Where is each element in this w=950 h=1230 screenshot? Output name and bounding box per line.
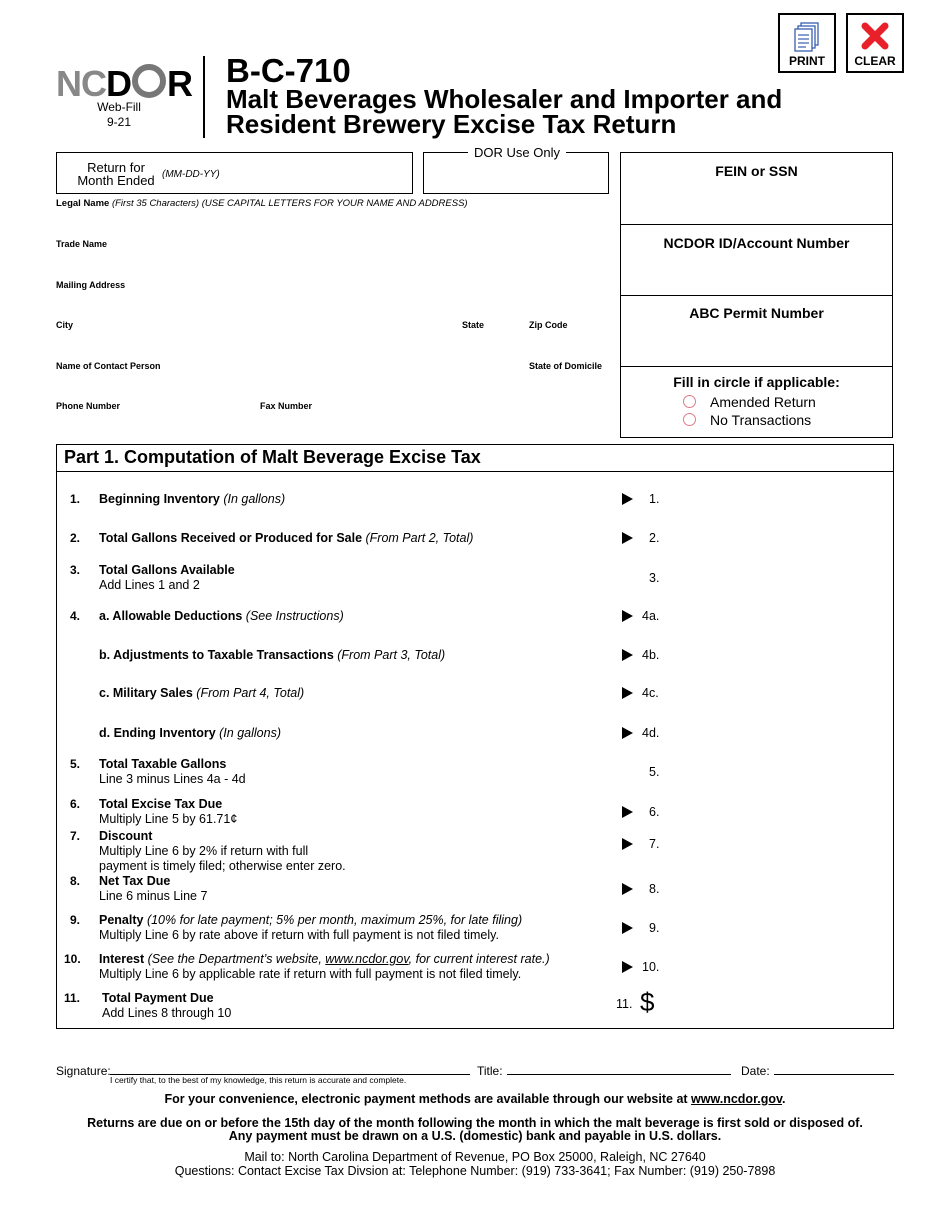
line-description: Total Payment Due Add Lines 8 through 10	[102, 991, 232, 1020]
certify-text: I certify that, to the best of my knowledge, this return is accurate and complete.	[110, 1075, 407, 1085]
line-ref-label: 5.	[649, 765, 660, 779]
date-label: Date:	[741, 1064, 770, 1078]
arrow-icon	[622, 838, 633, 850]
state-label: State	[462, 320, 485, 330]
line-amount-input[interactable]	[668, 488, 886, 510]
contact-person-label: Name of Contact Person	[56, 361, 161, 371]
line-description: Penalty (10% for late payment; 5% per month, maximum 25%, for late filing) Multiply Line 6 by rate above if return with full payment is not filed timely.	[99, 913, 523, 942]
line-number: 3.	[70, 563, 81, 577]
line-amount-input[interactable]	[668, 878, 886, 900]
line-ref-label: 9.	[649, 921, 660, 935]
arrow-icon	[622, 727, 633, 739]
line-amount-input[interactable]	[668, 682, 886, 704]
mailing-address-label: Mailing Address	[56, 280, 126, 290]
line-ref-label: 10.	[642, 960, 660, 974]
ncdor-website-link[interactable]: www.ncdor.gov	[325, 952, 409, 966]
abc-permit-box[interactable]: ABC Permit Number	[620, 295, 893, 367]
line-description: Discount Multiply Line 6 by 2% if return with full payment is timely filed; otherwise enter zero.	[99, 829, 346, 873]
return-period-box[interactable]: Return for Month Ended (MM-DD-YY)	[56, 152, 413, 194]
due-date-note: Returns are due on or before the 15th day of the month following the month in which the malt beverage is first sold or disposed of. Any payment must be drawn on a U.S. (domestic) bank and payable in U.S. dollars.	[87, 1116, 863, 1143]
line-amount-input[interactable]	[668, 567, 886, 589]
line-description: Interest (See the Department’s website, www.ncdor.gov, for current interest rate.) Multiply Line 6 by applicable rate if return with full payment is not filed timely.	[99, 952, 550, 981]
line-amount-input[interactable]	[668, 644, 886, 666]
clear-button[interactable]: CLEAR	[846, 13, 904, 73]
line-ref-label: 6.	[649, 805, 660, 819]
line-description: Total Taxable Gallons Line 3 minus Lines 4a - 4d	[99, 757, 246, 786]
zip-code-label: Zip Code	[529, 320, 568, 330]
line-number: 5.	[70, 757, 81, 771]
phone-number-label: Phone Number	[56, 401, 121, 411]
ncdor-logo: NCD R	[56, 63, 192, 104]
line-amount-input[interactable]	[668, 917, 886, 939]
line-description: a. Allowable Deductions (See Instructions)	[99, 609, 344, 623]
line-description: Beginning Inventory (In gallons)	[99, 492, 286, 506]
form-title: Malt Beverages Wholesaler and Importer and Resident Brewery Excise Tax Return	[226, 84, 783, 139]
line-amount-input[interactable]	[668, 761, 886, 783]
line-number: 9.	[70, 913, 81, 927]
line-ref-label: 3.	[649, 571, 660, 585]
fax-number-label: Fax Number	[260, 401, 313, 411]
line-number: 1.	[70, 492, 81, 506]
line-ref-label: 1.	[649, 492, 660, 506]
arrow-icon	[622, 493, 633, 505]
arrow-icon	[622, 649, 633, 661]
ncdor-id-box[interactable]: NCDOR ID/Account Number	[620, 224, 893, 296]
line-number: 10.	[64, 952, 81, 966]
fein-box[interactable]: FEIN or SSN	[620, 152, 893, 225]
mail-info: Mail to: North Carolina Department of Revenue, PO Box 25000, Raleigh, NC 27640 Questions: Contact Excise Tax Divsion at: Telephone Number: (919) 733-3641; Fax Number: (919) 250-7898	[174, 1150, 776, 1178]
line-amount-input[interactable]	[668, 527, 886, 549]
signature-label: Signature:	[56, 1064, 111, 1078]
date-field[interactable]	[774, 1074, 894, 1075]
line-ref-label: 4b.	[642, 648, 660, 662]
dollar-sign: $	[640, 987, 655, 1017]
line-ref-label: 7.	[649, 837, 660, 851]
electronic-payment-note: For your convenience, electronic payment methods are available through our website at www.ncdor.gov.	[164, 1092, 786, 1106]
part1-title: Part 1. Computation of Malt Beverage Excise Tax	[56, 444, 894, 472]
line-number: 2.	[70, 531, 81, 545]
website-link[interactable]: www.ncdor.gov	[691, 1092, 783, 1106]
print-button[interactable]: PRINT	[778, 13, 836, 73]
dor-use-only-label: DOR Use Only	[468, 145, 566, 160]
line-ref-label: 4a.	[642, 609, 660, 623]
arrow-icon	[622, 687, 633, 699]
form-number: B-C-710	[226, 52, 351, 89]
line-amount-input[interactable]	[668, 833, 886, 855]
line-description: Net Tax Due Line 6 minus Line 7	[99, 874, 208, 903]
line-number: 7.	[70, 829, 81, 843]
line-amount-input[interactable]	[668, 956, 886, 978]
arrow-icon	[622, 922, 633, 934]
line-description: b. Adjustments to Taxable Transactions (From Part 3, Total)	[99, 648, 446, 662]
line-description: d. Ending Inventory (In gallons)	[99, 726, 281, 740]
line-description: Total Gallons Available Add Lines 1 and 2	[99, 563, 235, 592]
no-transactions-option[interactable]: No Transactions	[683, 412, 811, 428]
web-fill-version: Web-Fill 9-21	[97, 100, 141, 129]
state-of-domicile-label: State of Domicile	[529, 361, 603, 371]
line-ref-label: 2.	[649, 531, 660, 545]
line-number: 6.	[70, 797, 81, 811]
arrow-icon	[622, 806, 633, 818]
trade-name-label: Trade Name	[56, 239, 108, 249]
title-label: Title:	[477, 1064, 503, 1078]
date-format-hint: (MM-DD-YY)	[162, 169, 220, 180]
close-icon	[860, 21, 890, 51]
line-number: 11.	[64, 991, 81, 1005]
line-description: Total Gallons Received or Produced for Sale (From Part 2, Total)	[99, 531, 474, 545]
arrow-icon	[622, 883, 633, 895]
line-ref-label: 4d.	[642, 726, 660, 740]
line-ref-label: 11.	[616, 997, 633, 1011]
fill-circle-box: Fill in circle if applicable: Amended Return No Transactions	[620, 366, 893, 438]
line-number: 4.	[70, 609, 81, 623]
header-divider	[203, 56, 205, 138]
legal-name-label: Legal Name (First 35 Characters) (USE CAPITAL LETTERS FOR YOUR NAME AND ADDRESS)	[56, 198, 468, 209]
line-number: 8.	[70, 874, 81, 888]
line-description: Total Excise Tax Due Multiply Line 5 by 61.71¢	[99, 797, 238, 826]
print-icon	[792, 21, 822, 55]
line-amount-input[interactable]	[668, 605, 886, 627]
line-amount-input[interactable]	[668, 801, 886, 823]
city-label: City	[56, 320, 74, 330]
arrow-icon	[622, 961, 633, 973]
title-field[interactable]	[507, 1074, 731, 1075]
arrow-icon	[622, 532, 633, 544]
no-transactions-radio[interactable]	[683, 413, 696, 426]
line-amount-input[interactable]	[668, 722, 886, 744]
line-amount-input[interactable]	[668, 995, 886, 1017]
line-ref-label: 4c.	[642, 686, 659, 700]
arrow-icon	[622, 610, 633, 622]
line-ref-label: 8.	[649, 882, 660, 896]
line-description: c. Military Sales (From Part 4, Total)	[99, 686, 305, 700]
amended-radio[interactable]	[683, 395, 696, 408]
amended-return-option[interactable]: Amended Return	[683, 394, 816, 410]
